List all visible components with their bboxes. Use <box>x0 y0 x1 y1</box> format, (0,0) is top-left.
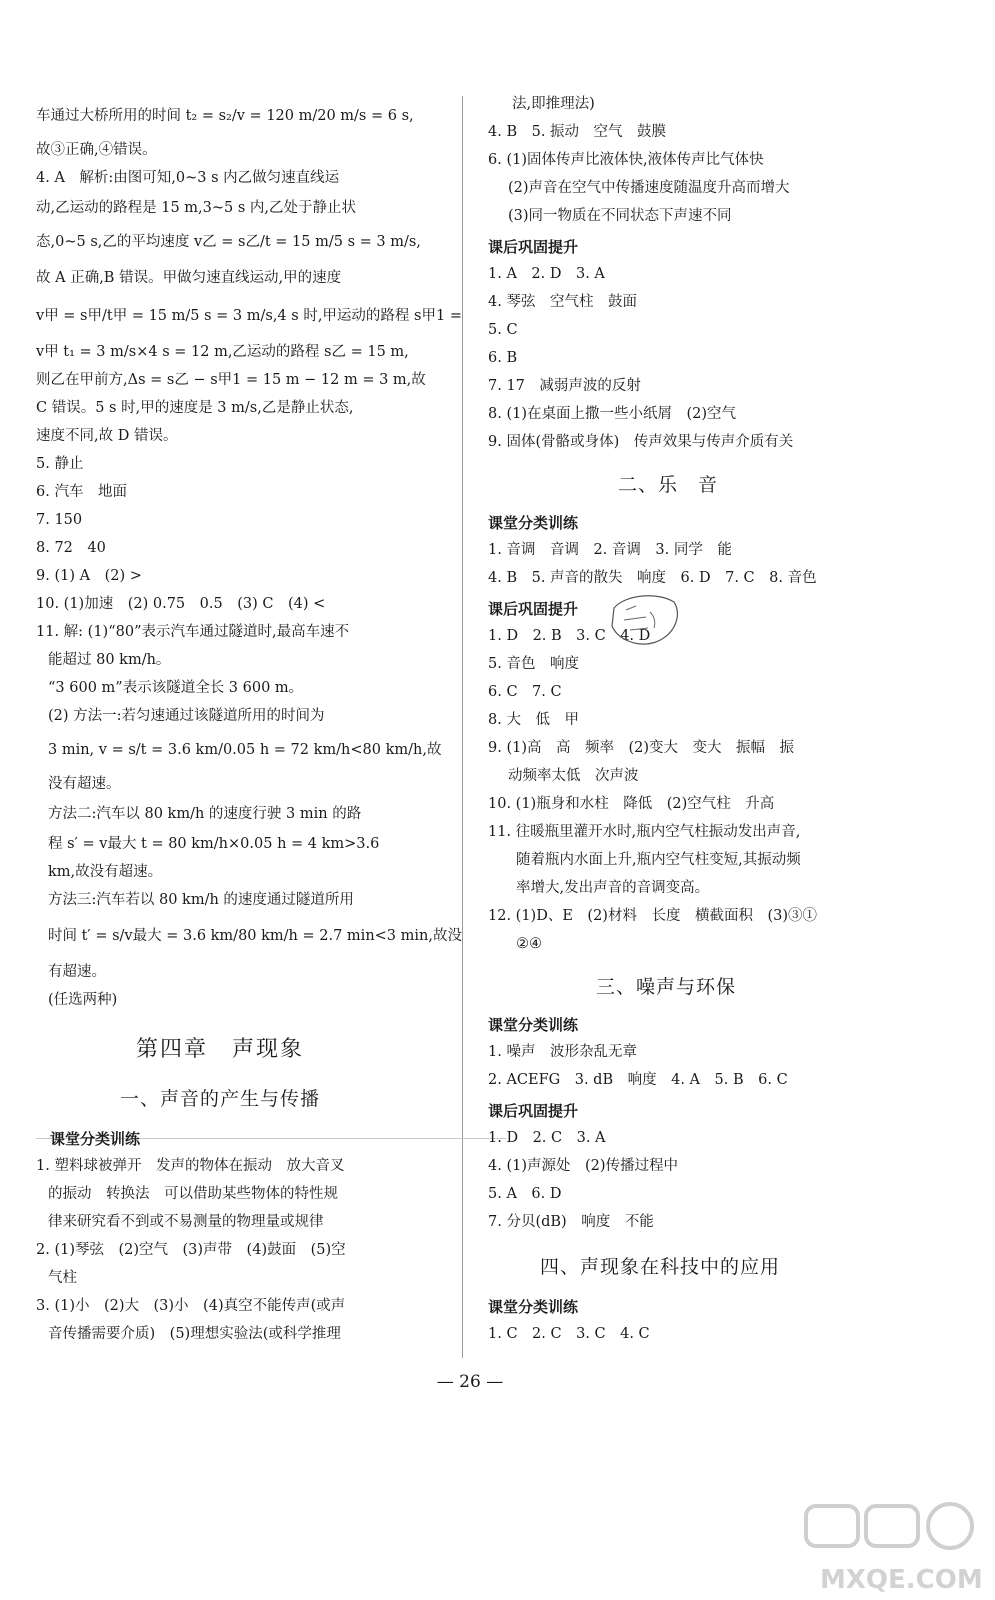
text-line: 3. (1)小 (2)大 (3)小 (4)真空不能传声(或声 <box>36 1298 346 1314</box>
text-line: 12. (1)D、E (2)材料 长度 横截面积 (3)③① <box>488 908 817 924</box>
text-line: 6. (1)固体传声比液体快,液体传声比气体快 <box>488 152 764 168</box>
watermark-logo <box>800 1500 990 1600</box>
text-line: 5. 音色 响度 <box>488 656 579 672</box>
text-line: 5. 静止 <box>36 456 84 472</box>
text-line: 有超速。 <box>48 964 106 980</box>
text-line: 气柱 <box>48 1270 77 1286</box>
text-line: 没有超速。 <box>48 776 121 792</box>
text-line: 4. B 5. 声音的散失 响度 6. D 7. C 8. 音色 <box>488 570 817 586</box>
text-line: 车通过大桥所用的时间 t₂ = s₂/v = 120 m/20 m/s = 6 s, <box>36 108 414 124</box>
text-line: C 错误。5 s 时,甲的速度是 3 m/s,乙是静止状态, <box>36 400 354 416</box>
text-line: 4. (1)声源处 (2)传播过程中 <box>488 1158 679 1174</box>
text-line: v甲 t₁ = 3 m/s×4 s = 12 m,乙运动的路程 s乙 = 15 m, <box>36 344 409 360</box>
text-line: (3)同一物质在不同状态下声速不同 <box>508 208 732 224</box>
text-line: 故 A 正确,B 错误。甲做匀速直线运动,甲的速度 <box>36 270 342 286</box>
text-line: 11. 往暖瓶里灌开水时,瓶内空气柱振动发出声音, <box>488 824 801 840</box>
text-line: 8. (1)在桌面上撒一些小纸屑 (2)空气 <box>488 406 737 422</box>
text-line: 的振动 转换法 可以借助某些物体的特性规 <box>48 1186 338 1202</box>
watermark-text: MXQE.COM <box>820 1565 983 1595</box>
text-line: 7. 150 <box>36 512 83 528</box>
text-line: 5. C <box>488 322 518 338</box>
subheading: 课后巩固提升 <box>488 1102 579 1120</box>
text-line: 6. C 7. C <box>488 684 562 700</box>
text-line: 10. (1)瓶身和水柱 降低 (2)空气柱 升高 <box>488 796 775 812</box>
subheading: 课堂分类训练 <box>488 1298 579 1316</box>
text-line: (任选两种) <box>48 992 118 1008</box>
text-line: v甲 = s甲/t甲 = 15 m/5 s = 3 m/s,4 s 时,甲运动的路程 s甲1 = <box>36 308 462 324</box>
text-line: (2) 方法一:若匀速通过该隧道所用的时间为 <box>48 708 325 724</box>
subheading: 课后巩固提升 <box>488 600 579 618</box>
text-line: 4. A 解析:由图可知,0~3 s 内乙做匀速直线运 <box>36 170 340 186</box>
text-line: 音传播需要介质) (5)理想实验法(或科学推理 <box>48 1326 341 1342</box>
text-line: 2. ACEFG 3. dB 响度 4. A 5. B 6. C <box>488 1072 788 1088</box>
subheading: 课后巩固提升 <box>488 238 579 256</box>
text-line: 1. D 2. C 3. A <box>488 1130 606 1146</box>
page-number: — 26 — <box>436 1372 504 1392</box>
text-line: 程 s′ = v最大 t = 80 km/h×0.05 h = 4 km>3.6 <box>48 836 380 852</box>
text-line: 态,0~5 s,乙的平均速度 v乙 = s乙/t = 15 m/5 s = 3 m/s, <box>36 234 421 250</box>
text-line: 10. (1)加速 (2) 0.75 0.5 (3) C (4) < <box>36 596 326 612</box>
text-line: 随着瓶内水面上升,瓶内空气柱变短,其振动频 <box>516 852 801 868</box>
text-line: km,故没有超速。 <box>48 864 163 880</box>
text-line: 速度不同,故 D 错误。 <box>36 428 178 444</box>
text-line: 能超过 80 km/h。 <box>48 652 171 668</box>
text-line: 4. B 5. 振动 空气 鼓膜 <box>488 124 667 140</box>
text-line: “3 600 m”表示该隧道全长 3 600 m。 <box>48 680 304 696</box>
text-line: 6. 汽车 地面 <box>36 484 127 500</box>
text-line: 1. C 2. C 3. C 4. C <box>488 1326 650 1342</box>
text-line: 7. 17 减弱声波的反射 <box>488 378 641 394</box>
text-line: 11. 解: (1)“80”表示汽车通过隧道时,最高车速不 <box>36 624 350 640</box>
section-title: 一、声音的产生与传播 <box>120 1088 321 1110</box>
text-line: 1. 噪声 波形杂乱无章 <box>488 1044 637 1060</box>
text-line: 动频率太低 次声波 <box>508 768 639 784</box>
text-line: 方法三:汽车若以 80 km/h 的速度通过隧道所用 <box>48 892 354 908</box>
text-line: (2)声音在空气中传播速度随温度升高而增大 <box>508 180 790 196</box>
text-line: 8. 72 40 <box>36 540 106 556</box>
text-line: 5. A 6. D <box>488 1186 562 1202</box>
text-line: 1. 塑料球被弹开 发声的物体在振动 放大音叉 <box>36 1158 345 1174</box>
chapter-title: 第四章 声现象 <box>136 1037 305 1062</box>
text-line: 3 min, v = s/t = 3.6 km/0.05 h = 72 km/h<80 km/h,故 <box>48 742 442 758</box>
text-line: 率增大,发出声音的音调变高。 <box>516 880 710 896</box>
text-line: 方法二:汽车以 80 km/h 的速度行驶 3 min 的路 <box>48 806 362 822</box>
handwritten-stamp <box>606 590 682 648</box>
subheading: 课堂分类训练 <box>488 1016 579 1034</box>
text-line: 故③正确,④错误。 <box>36 142 157 158</box>
text-line: ②④ <box>516 936 542 952</box>
text-line: 9. 固体(骨骼或身体) 传声效果与传声介质有关 <box>488 434 794 450</box>
text-line: 时间 t′ = s/v最大 = 3.6 km/80 km/h = 2.7 min<3 min,故没 <box>48 928 462 944</box>
text-line: 2. (1)琴弦 (2)空气 (3)声带 (4)鼓面 (5)空 <box>36 1242 346 1258</box>
text-line: 6. B <box>488 350 518 366</box>
text-line: 7. 分贝(dB) 响度 不能 <box>488 1214 654 1230</box>
text-line: 9. (1) A (2) > <box>36 568 142 584</box>
subheading: 课堂分类训练 <box>488 514 579 532</box>
column-divider <box>462 96 463 1358</box>
text-line: 1. D 2. B 3. C 4. D <box>488 628 651 644</box>
text-line: 4. 琴弦 空气柱 鼓面 <box>488 294 637 310</box>
text-line: 法,即推理法) <box>512 96 595 112</box>
section-title: 二、乐 音 <box>618 474 719 496</box>
subheading: 课堂分类训练 <box>50 1130 141 1148</box>
text-line: 1. A 2. D 3. A <box>488 266 605 282</box>
text-line: 1. 音调 音调 2. 音调 3. 同学 能 <box>488 542 732 558</box>
text-line: 则乙在甲前方,Δs = s乙 − s甲1 = 15 m − 12 m = 3 m,故 <box>36 372 426 388</box>
text-line: 律来研究看不到或不易测量的物理量或规律 <box>48 1214 324 1230</box>
text-line: 8. 大 低 甲 <box>488 712 579 728</box>
text-line: 动,乙运动的路程是 15 m,3~5 s 内,乙处于静止状 <box>36 200 357 216</box>
section-title: 三、噪声与环保 <box>596 976 737 998</box>
section-title: 四、声现象在科技中的应用 <box>540 1256 781 1278</box>
text-line: 9. (1)高 高 频率 (2)变大 变大 振幅 振 <box>488 740 795 756</box>
